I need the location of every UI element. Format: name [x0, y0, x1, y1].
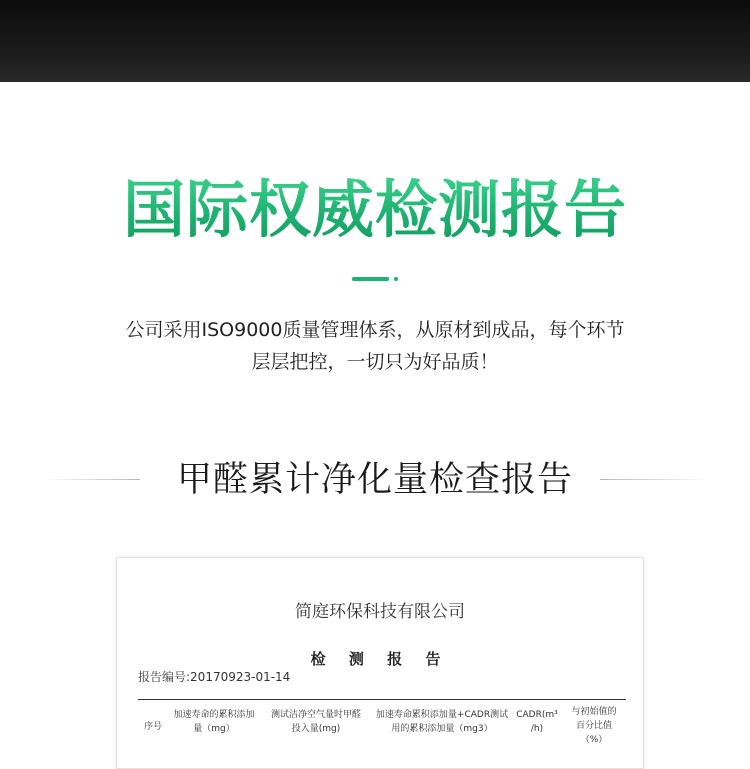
report-heading: 甲醛累计净化量检查报告: [176, 460, 573, 500]
intro-text-line-1: 公司采用ISO9000质量管理体系，从原材到成品，每个环节: [125, 319, 625, 341]
document-report-number: 报告编号:20170923-01-14: [138, 670, 291, 684]
table-header-cell: 测试洁净空气量时甲醛 投入量(mg): [270, 710, 361, 734]
report-document-image: [116, 557, 644, 769]
title-accent-bar: [352, 277, 389, 281]
table-top-rule: [138, 699, 626, 700]
table-header-cell: 与初始值的 百分比值 （%）: [571, 707, 617, 745]
table-header-cell: CADR(m³ /h): [516, 710, 558, 734]
table-header-cell: 加速寿命的累积添加 量（mg）: [173, 710, 255, 734]
heading-rule-left: [45, 479, 140, 480]
title-accent-dot: [394, 277, 398, 281]
document-company-name: 简庭环保科技有限公司: [295, 602, 465, 622]
intro-text-line-2: 层层把控，一切只为好品质！: [251, 351, 499, 373]
section-title: 国际权威检测报告: [0, 170, 750, 250]
document-title: 检 测 报 告: [310, 650, 450, 668]
table-header-cell: 加速寿命累积添加量+CADR测试 用的累积添加量（mg3）: [375, 710, 509, 734]
table-header-cell: 序号: [143, 722, 162, 732]
heading-rule-right: [600, 479, 710, 480]
top-dark-band: [0, 0, 750, 82]
